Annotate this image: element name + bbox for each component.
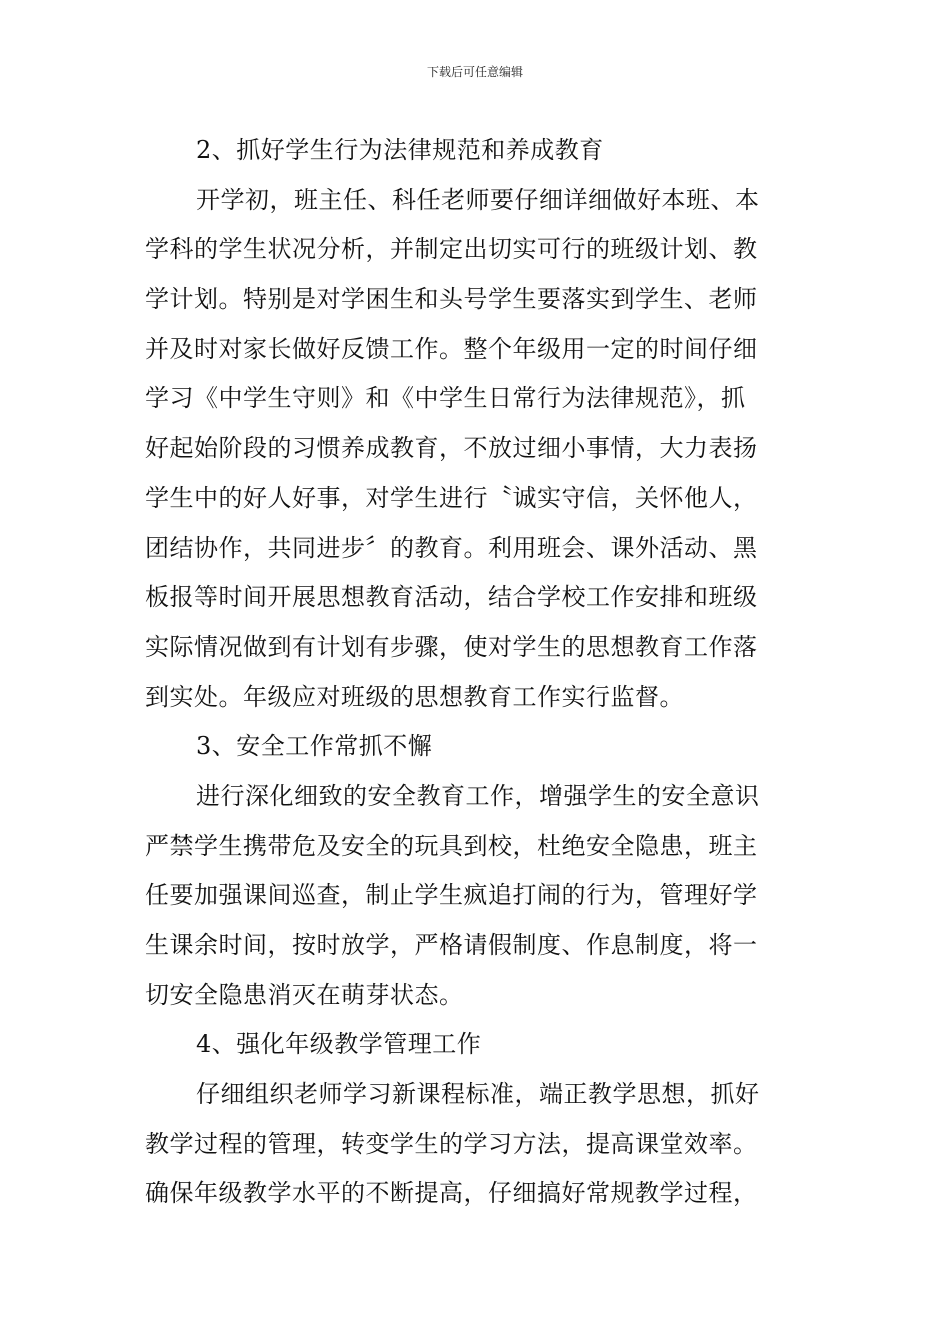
paragraph-line: 生课余时间，按时放学，严格请假制度、作息制度，将一 [145, 931, 758, 959]
paragraph-line: 进行深化细致的安全教育工作，增强学生的安全意识 [196, 781, 760, 810]
paragraph-line: 好起始阶段的习惯养成教育，不放过细小事情，大力表扬 [145, 434, 758, 463]
paragraph-line: 团结协作，共同进步〞的教育。利用班会、课外活动、黑 [145, 533, 758, 562]
paragraph-line: 板报等时间开展思想教育活动，结合学校工作安排和班级 [145, 583, 758, 612]
section-heading: 4、强化年级教学管理工作 [196, 1030, 482, 1059]
paragraph-line: 严禁学生携带危及安全的玩具到校，杜绝安全隐患，班主 [145, 831, 758, 860]
paragraph-line: 并及时对家长做好反馈工作。整个年级用一定的时间仔细 [145, 334, 758, 363]
paragraph-line: 确保年级教学水平的不断提高，仔细搞好常规教学过程， [145, 1179, 758, 1208]
page-header: 下载后可任意编辑 [426, 65, 523, 79]
document-body [145, 126, 810, 1219]
paragraph-line: 切安全隐患消灭在萌芽状态。 [145, 980, 464, 1009]
paragraph-line: 任要加强课间巡查，制止学生疯追打闹的行为，管理好学 [145, 881, 758, 910]
paragraph-line: 实际情况做到有计划有步骤，使对学生的思想教育工作落 [145, 632, 758, 661]
paragraph-line: 仔细组织老师学习新课程标准，端正教学思想，抓好 [196, 1080, 760, 1109]
paragraph-line: 到实处。年级应对班级的思想教育工作实行监督。 [145, 682, 684, 711]
paragraph-line: 学生中的好人好事，对学生进行〝诚实守信，关怀他人， [145, 483, 758, 512]
paragraph-line: 学科的学生状况分析，并制定出切实可行的班级计划、教 [145, 235, 758, 264]
paragraph-line: 学习《中学生守则》和《中学生日常行为法律规范》，抓 [145, 384, 746, 413]
paragraph-line: 开学初，班主任、科任老师要仔细详细做好本班、本 [196, 185, 760, 214]
paragraph-line: 教学过程的管理，转变学生的学习方法，提高课堂效率。 [145, 1129, 758, 1158]
section-heading: 2、抓好学生行为法律规范和养成教育 [196, 136, 604, 164]
section-heading: 3、安全工作常抓不懈 [196, 732, 433, 761]
paragraph-line: 学计划。特别是对学困生和头号学生要落实到学生、老师 [145, 285, 758, 314]
